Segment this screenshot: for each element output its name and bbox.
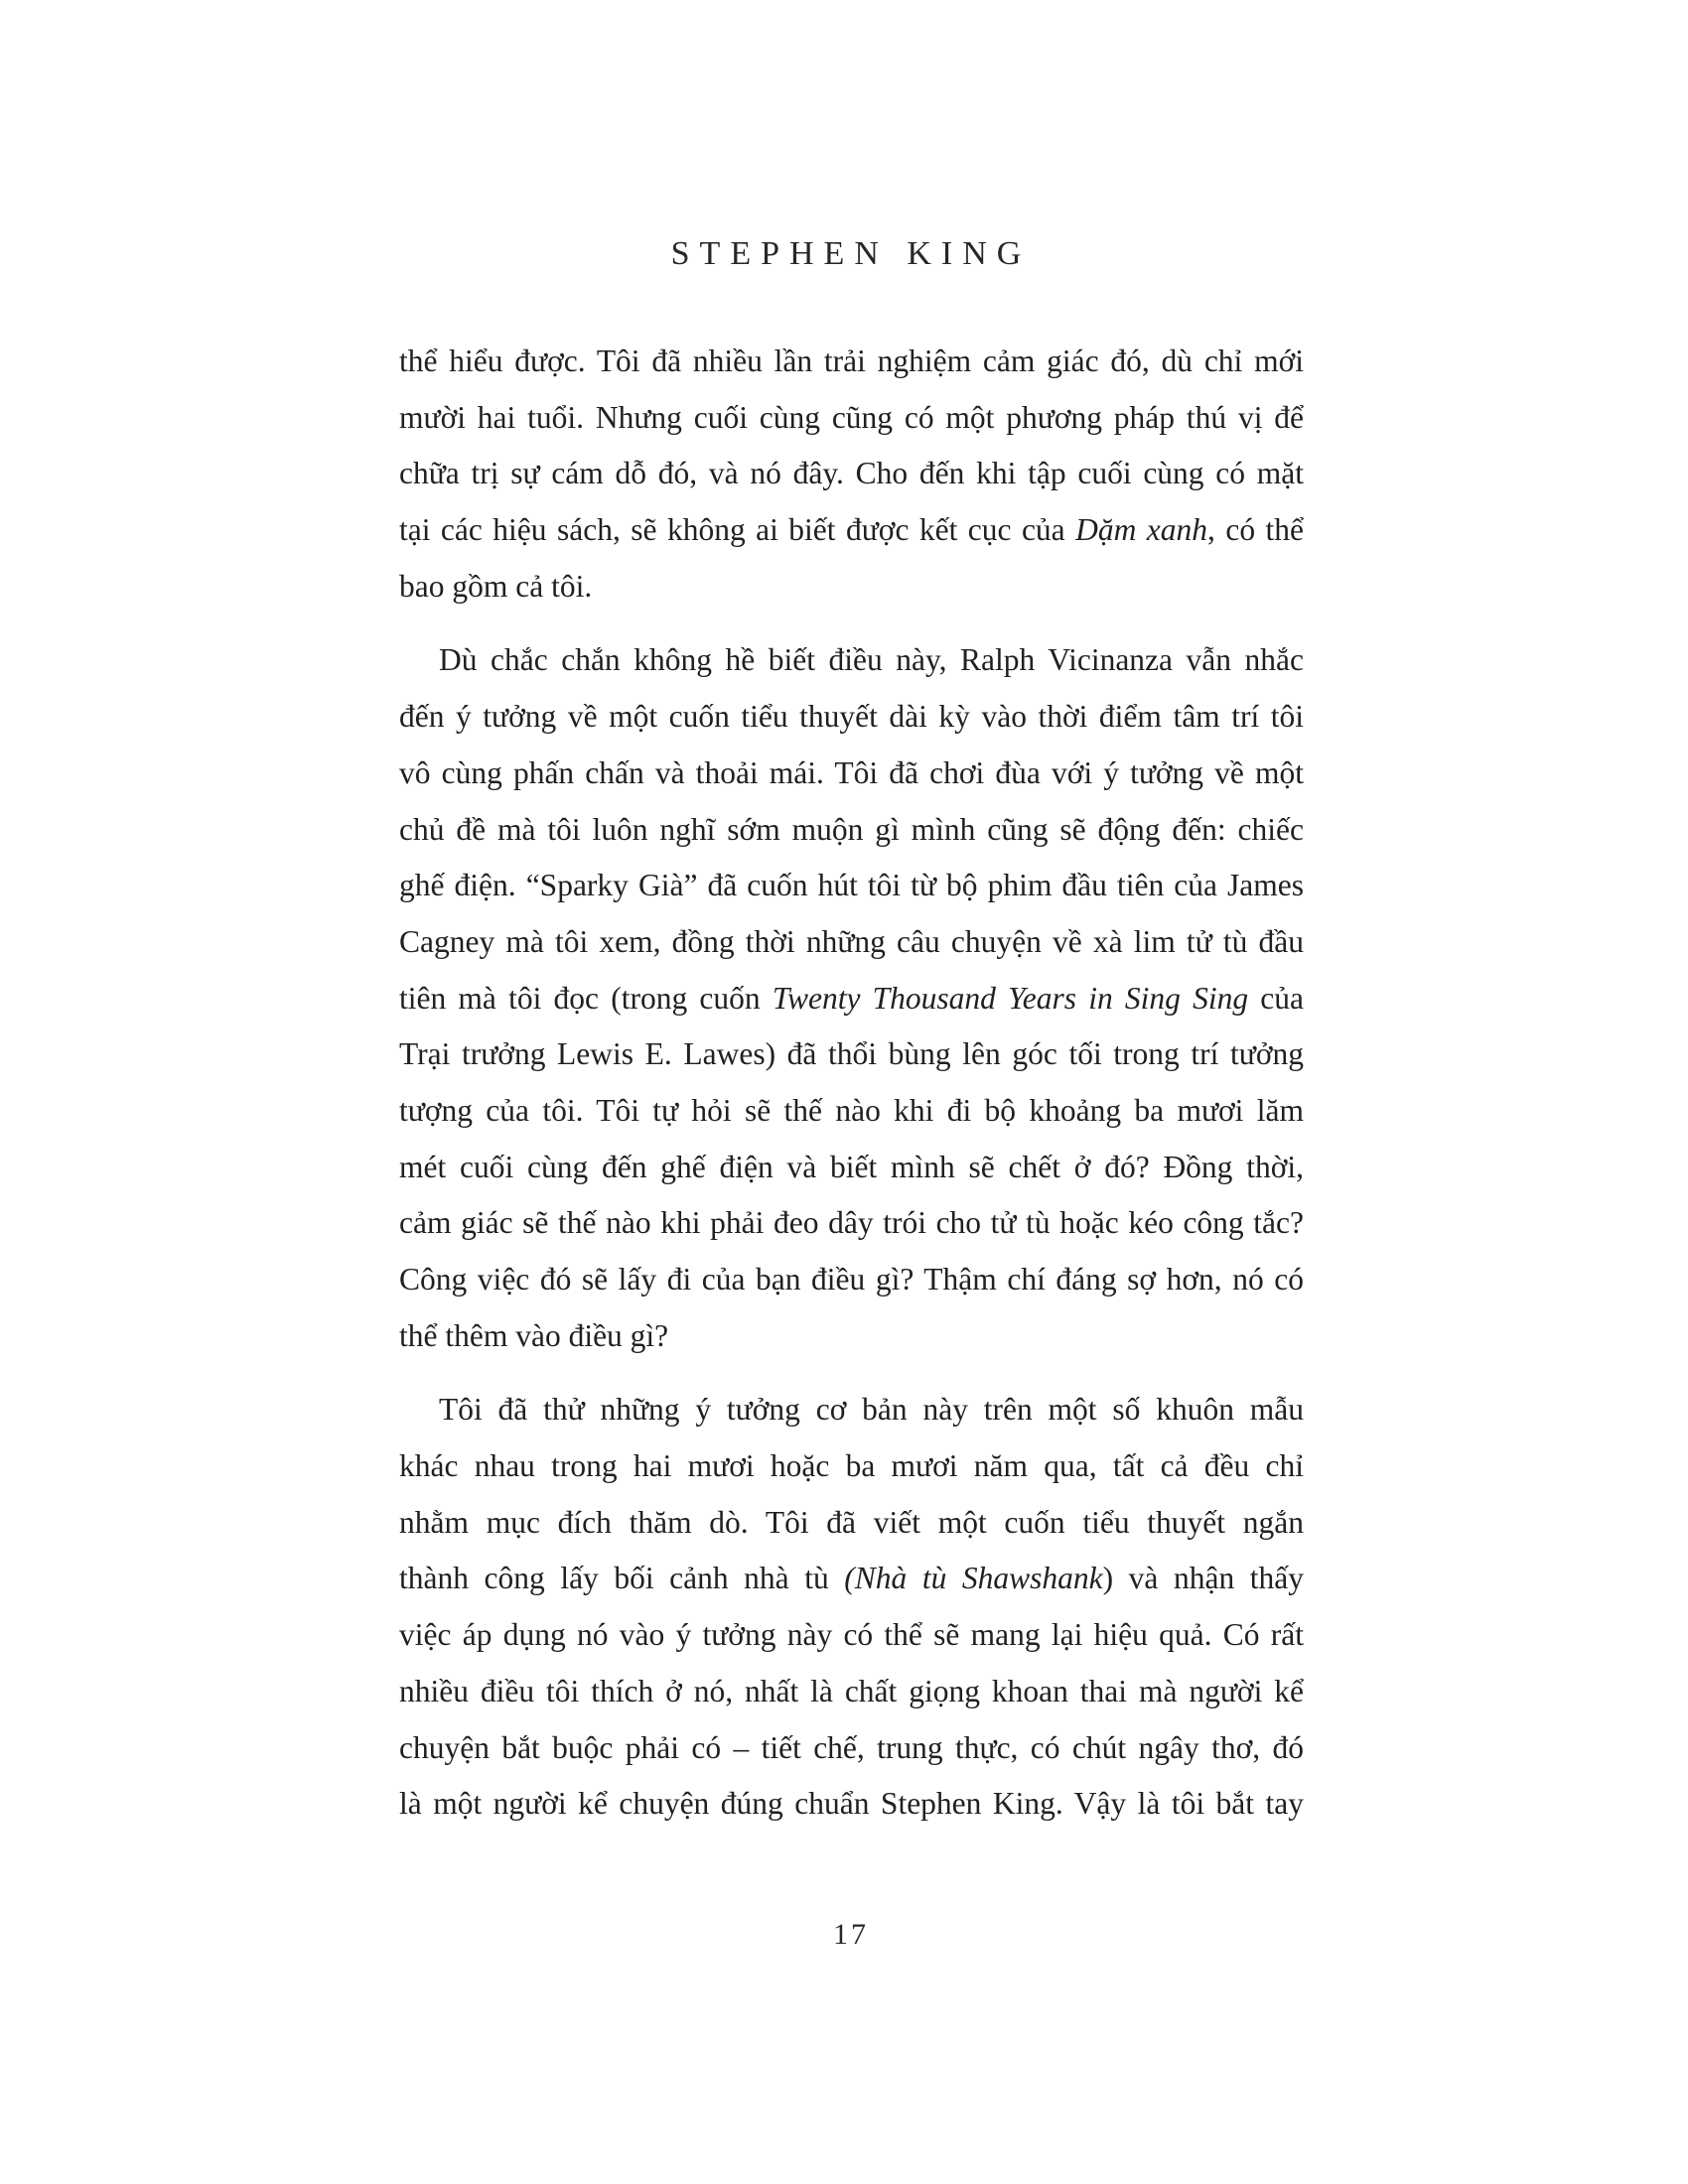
text-run: Tôi đã thử những ý tưởng cơ bản này trên một số khuôn mẫu xyxy=(439,1392,1304,1428)
paragraph xyxy=(399,1382,1304,1833)
text-line xyxy=(399,1195,1304,1252)
text-run: mười hai tuổi. Nhưng cuối cùng cũng có một phương pháp thú vị để xyxy=(399,399,1304,435)
text-run: đến ý tưởng về một cuốn tiểu thuyết dài kỳ vào thời điểm tâm trí tôi xyxy=(399,699,1304,735)
text-line xyxy=(399,1382,1304,1438)
page-number: 17 xyxy=(833,1918,869,1951)
text-line xyxy=(399,502,1304,559)
text-line xyxy=(399,334,1304,390)
text-line xyxy=(399,1551,1304,1607)
text-run: tượng của tôi. Tôi tự hỏi sẽ thế nào khi đi bộ khoảng ba mươi lăm xyxy=(399,1092,1304,1128)
text-run: thể thêm vào điều gì? xyxy=(399,1317,669,1353)
text-run: nhiều điều tôi thích ở nó, nhất là chất giọng khoan thai mà người kể xyxy=(399,1673,1304,1708)
text-line xyxy=(399,914,1304,971)
text-run: mét cuối cùng đến ghế điện và biết mình sẽ chết ở đó? Đồng thời, xyxy=(399,1149,1304,1184)
text-line xyxy=(399,1495,1304,1552)
text-run: khác nhau trong hai mươi hoặc ba mươi năm qua, tất cả đều chỉ xyxy=(399,1448,1304,1484)
italic-title: Twenty Thousand Years in Sing Sing xyxy=(772,980,1249,1016)
text-line xyxy=(399,689,1304,746)
text-line xyxy=(399,971,1304,1027)
text-run: việc áp dụng nó vào ý tưởng này có thể sẽ mang lại hiệu quả. Có rất xyxy=(399,1617,1304,1653)
italic-title: (Nhà tù Shawshank xyxy=(844,1561,1103,1596)
text-line xyxy=(399,802,1304,859)
text-line xyxy=(399,446,1304,502)
text-line xyxy=(399,1083,1304,1140)
text-run: Dù chắc chắn không hề biết điều này, Ralph Vicinanza vẫn nhắc xyxy=(439,642,1304,678)
text-run: Trại trưởng Lewis E. Lawes) đã thổi bùng lên góc tối trong trí tưởng xyxy=(399,1036,1304,1072)
text-run: nhằm mục đích thăm dò. Tôi đã viết một cuốn tiểu thuyết ngắn xyxy=(399,1504,1304,1540)
paragraph xyxy=(399,632,1304,1364)
text-run: thành công lấy bối cảnh nhà tù xyxy=(399,1561,845,1596)
text-run: Cagney mà tôi xem, đồng thời những câu chuyện về xà lim tử tù đầu xyxy=(399,923,1304,959)
text-line xyxy=(399,1720,1304,1777)
text-line xyxy=(399,390,1304,447)
text-run: ghế điện. “Sparky Già” đã cuốn hút tôi từ bộ phim đầu tiên của James xyxy=(399,868,1304,903)
body-text xyxy=(399,334,1304,1850)
text-run: thể hiểu được. Tôi đã nhiều lần trải nghiệm cảm giác đó, dù chỉ mới xyxy=(399,343,1304,378)
text-line xyxy=(399,632,1304,689)
text-line xyxy=(399,1140,1304,1196)
running-head: STEPHEN KING xyxy=(670,235,1032,272)
text-run: của xyxy=(1248,980,1304,1016)
text-run: tiên mà tôi đọc (trong cuốn xyxy=(399,980,773,1016)
text-line xyxy=(399,559,1304,615)
text-run: chữa trị sự cám dỗ đó, và nó đây. Cho đến khi tập cuối cùng có mặt xyxy=(399,456,1304,491)
text-line xyxy=(399,1026,1304,1083)
text-line xyxy=(399,1776,1304,1833)
text-run: vô cùng phấn chấn và thoải mái. Tôi đã chơi đùa với ý tưởng về một xyxy=(399,754,1304,790)
text-run: cảm giác sẽ thế nào khi phải đeo dây trói cho tử tù hoặc kéo công tắc? xyxy=(399,1205,1304,1241)
text-run: ) và nhận thấy xyxy=(1102,1561,1304,1596)
text-line xyxy=(399,1607,1304,1664)
text-run: tại các hiệu sách, sẽ không ai biết được kết cục của xyxy=(399,512,1076,548)
text-run: là một người kể chuyện đúng chuẩn Stephen King. Vậy là tôi bắt tay xyxy=(399,1786,1304,1822)
text-run: Công việc đó sẽ lấy đi của bạn điều gì? Thậm chí đáng sợ hơn, nó có xyxy=(399,1262,1304,1297)
text-run: chuyện bắt buộc phải có – tiết chế, trung thực, có chút ngây thơ, đó xyxy=(399,1729,1304,1765)
italic-title: Dặm xanh xyxy=(1075,512,1208,548)
text-line xyxy=(399,746,1304,802)
text-line xyxy=(399,1438,1304,1495)
text-line xyxy=(399,858,1304,914)
paragraph xyxy=(399,334,1304,614)
text-line xyxy=(399,1664,1304,1720)
text-line xyxy=(399,1308,1304,1365)
text-run: bao gồm cả tôi. xyxy=(399,568,593,604)
text-line xyxy=(399,1252,1304,1308)
text-run: , có thể xyxy=(1207,512,1304,548)
text-run: chủ đề mà tôi luôn nghĩ sớm muộn gì mình cũng sẽ động đến: chiếc xyxy=(399,811,1304,847)
